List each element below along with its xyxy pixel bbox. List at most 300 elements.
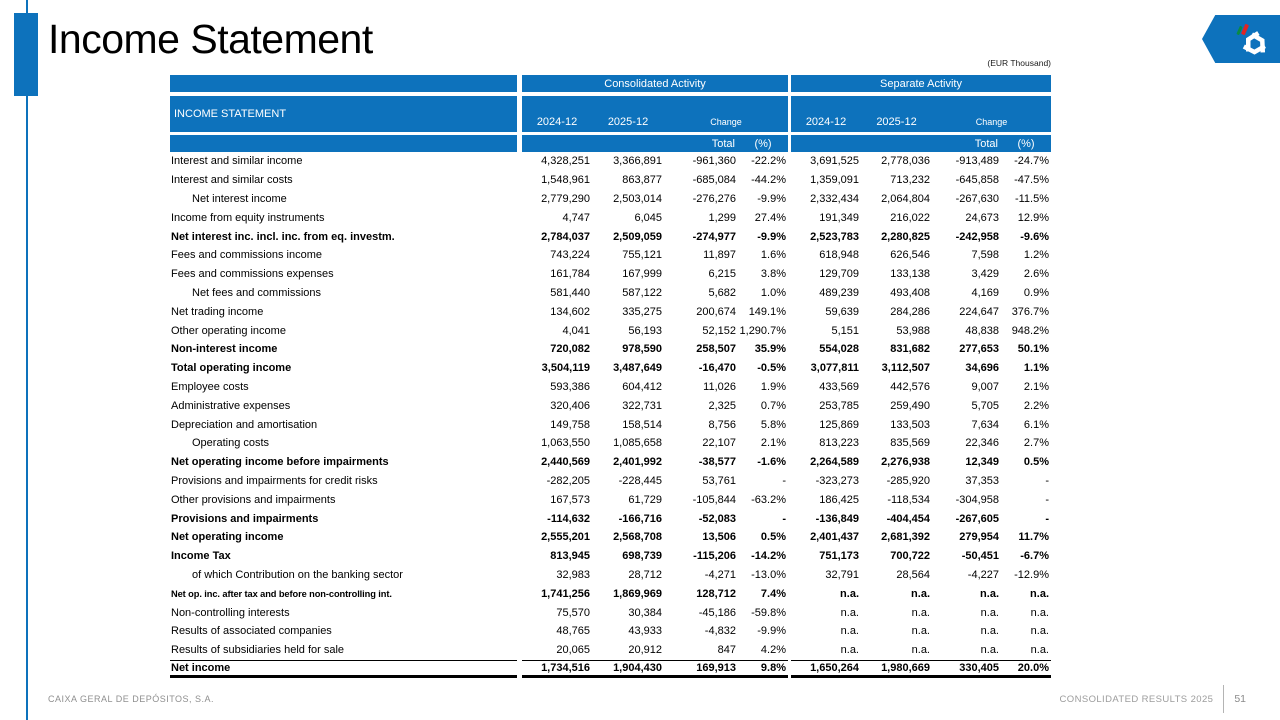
sep-change-total: 7,634	[971, 418, 999, 431]
sep-2024-value: 489,239	[819, 286, 859, 299]
table-row	[170, 660, 1051, 679]
sep-change-total: 12,349	[965, 456, 999, 469]
cons-2025-value: 755,121	[622, 249, 662, 262]
cons-2024-value: 813,945	[550, 550, 590, 563]
sep-2025-value: n.a.	[911, 644, 930, 657]
sep-change-total: 4,169	[971, 286, 999, 299]
sep-2025-value: 133,503	[890, 418, 930, 431]
header-consolidated-activity: Consolidated Activity	[522, 75, 788, 92]
sep-2025-value: 700,722	[890, 550, 930, 563]
row-label: Other provisions and impairments	[171, 493, 336, 506]
sep-2025-value: 2,681,392	[881, 531, 930, 544]
table-row	[170, 453, 1051, 472]
cons-change-total: -4,271	[704, 568, 736, 581]
row-label: Administrative expenses	[171, 399, 291, 412]
sep-2025-value: 28,564	[896, 568, 930, 581]
sep-2024-value: 32,791	[825, 568, 859, 581]
table-row	[170, 622, 1051, 641]
sep-change-pct: n.a.	[1030, 587, 1049, 600]
cons-2024-value: 149,758	[550, 418, 590, 431]
cons-change-total: 200,674	[696, 305, 736, 318]
sep-change-pct: 0.5%	[1023, 456, 1049, 469]
cons-2024-value: 167,573	[550, 493, 590, 506]
cons-2024-value: 48,765	[556, 625, 590, 638]
cons-change-pct: 9.8%	[738, 660, 788, 679]
sep-change-pct: 1.1%	[1023, 362, 1049, 375]
cons-change-total: -45,186	[698, 606, 736, 619]
sep-change-pct: -	[1045, 474, 1049, 487]
sep-2025-value: 2,276,938	[881, 456, 930, 469]
cons-2024-value: 1,734,516	[522, 660, 592, 679]
sep-2025-value: -285,920	[886, 474, 930, 487]
cons-change-pct: 0.7%	[760, 399, 786, 412]
table-row	[170, 340, 1051, 359]
sep-2024-value: n.a.	[840, 587, 859, 600]
sep-change-total: -4,227	[967, 568, 999, 581]
sep-change-pct: -47.5%	[1014, 174, 1049, 187]
cons-change-pct: 3.8%	[760, 268, 786, 281]
cons-change-total: -685,084	[692, 174, 736, 187]
table-row	[170, 547, 1051, 566]
sep-2024-value: 433,569	[819, 380, 859, 393]
cons-change-total: -115,206	[693, 550, 736, 563]
cons-2025-value: 158,514	[622, 418, 662, 431]
table-row	[170, 472, 1051, 491]
sep-2025-value: -118,534	[887, 493, 930, 506]
cons-change-total: 128,712	[696, 587, 736, 600]
sep-change-total: -267,605	[955, 512, 999, 525]
sep-change-total: 22,346	[965, 437, 999, 450]
row-label: Net op. inc. after tax and before non-controlling int.	[171, 588, 392, 599]
table-row	[170, 321, 1051, 340]
sep-change-total: n.a.	[980, 625, 999, 638]
cons-2024-value: 2,779,290	[541, 192, 590, 205]
row-label: Results of subsidiaries held for sale	[171, 644, 345, 657]
cons-2025-value: 698,739	[622, 550, 662, 563]
cons-change-total: 11,897	[703, 249, 736, 262]
table-row	[170, 284, 1051, 303]
sep-change-pct: -	[1045, 493, 1049, 506]
row-label: Net interest income	[192, 192, 287, 205]
sep-change-pct: 50.1%	[1017, 343, 1049, 356]
cons-2025-value: -166,716	[618, 512, 662, 525]
row-label: Interest and similar costs	[171, 174, 293, 187]
cons-2025-value: 3,487,649	[613, 362, 662, 375]
cons-2025-value: 335,275	[622, 305, 662, 318]
sep-2025-value: 284,286	[890, 305, 930, 318]
sep-change-pct: n.a.	[1030, 606, 1049, 619]
row-label: Results of associated companies	[171, 625, 332, 638]
left-accent-block	[14, 13, 38, 96]
cons-2024-value: 75,570	[556, 606, 590, 619]
sep-2024-value: 186,425	[819, 493, 859, 506]
sep-change-total: 277,653	[959, 343, 999, 356]
sep-2024-value: 3,691,525	[810, 155, 859, 168]
sep-change-pct: 6.1%	[1023, 418, 1049, 431]
header-cons-2025: 2025-12	[607, 116, 649, 128]
sep-2025-value: 493,408	[890, 286, 930, 299]
cons-change-total: -52,083	[698, 512, 736, 525]
cons-change-pct: -	[782, 512, 786, 525]
table-row	[170, 171, 1051, 190]
sep-2024-value: 2,401,437	[810, 531, 859, 544]
cons-change-total: 1,299	[708, 211, 736, 224]
sep-2024-value: 129,709	[819, 268, 859, 281]
cons-2025-value: 30,384	[628, 606, 662, 619]
cons-2025-value: 2,401,992	[613, 456, 662, 469]
sep-change-total: 34,696	[965, 362, 999, 375]
cgd-emblem-icon	[1240, 29, 1270, 59]
sep-2024-value: -323,273	[815, 474, 859, 487]
sep-change-total: n.a.	[980, 587, 999, 600]
sep-change-total: -267,630	[955, 192, 999, 205]
table-row	[170, 152, 1051, 171]
cons-2024-value: -282,205	[546, 474, 590, 487]
cons-change-total: -4,832	[704, 625, 736, 638]
footer-company-name: CAIXA GERAL DE DEPÓSITOS, S.A.	[48, 694, 215, 704]
sep-change-total: 37,353	[965, 474, 999, 487]
table-row	[170, 208, 1051, 227]
cons-2025-value: 2,568,708	[613, 531, 662, 544]
table-row	[170, 302, 1051, 321]
sep-change-total: -50,451	[961, 550, 999, 563]
cons-change-total: 53,761	[702, 474, 736, 487]
footer-right	[1060, 684, 1246, 714]
cons-change-total: 8,756	[708, 418, 736, 431]
sep-2025-value: 53,988	[896, 324, 930, 337]
footer-divider	[1223, 685, 1224, 713]
cons-change-total: 52,152	[702, 324, 736, 337]
table-row	[170, 490, 1051, 509]
table-row	[170, 434, 1051, 453]
cons-change-total: 11,026	[703, 380, 736, 393]
cons-change-pct: -9.9%	[757, 625, 786, 638]
row-label: Net trading income	[171, 305, 264, 318]
left-accent-line	[26, 0, 28, 720]
cons-change-pct: 0.5%	[760, 531, 786, 544]
sep-change-pct: n.a.	[1030, 644, 1049, 657]
row-label: Income Tax	[171, 550, 231, 563]
sep-2025-value: 133,138	[890, 268, 930, 281]
header-separate-activity: Separate Activity	[791, 75, 1051, 92]
cons-2024-value: 20,065	[556, 644, 590, 657]
cons-2025-value: 322,731	[622, 399, 662, 412]
cons-2024-value: 320,406	[550, 399, 590, 412]
cons-2025-value: 2,509,059	[613, 230, 662, 243]
cons-2024-value: 1,741,256	[541, 587, 590, 600]
sep-change-pct: n.a.	[1030, 625, 1049, 638]
cons-change-total: 22,107	[702, 437, 736, 450]
cons-change-pct: 2.1%	[760, 437, 786, 450]
header-cons-2024: 2024-12	[536, 116, 578, 128]
sep-change-total: 3,429	[971, 268, 999, 281]
sep-change-total: 330,405	[932, 660, 1001, 679]
sep-change-total: 7,598	[971, 249, 999, 262]
cons-change-pct: -	[782, 474, 786, 487]
cons-2025-value: 6,045	[634, 211, 662, 224]
cons-change-pct: 27.4%	[754, 211, 786, 224]
header-sep-change: Change	[975, 117, 1008, 127]
cons-2024-value: 720,082	[550, 343, 590, 356]
cons-2024-value: 4,747	[562, 211, 590, 224]
cons-change-total: -16,470	[698, 362, 736, 375]
header-sep-2025: 2025-12	[876, 116, 917, 128]
sep-change-total: -304,958	[955, 493, 999, 506]
sep-change-total: -242,958	[955, 230, 999, 243]
sep-2024-value: 253,785	[819, 399, 859, 412]
table-row	[170, 641, 1051, 660]
table-row	[170, 528, 1051, 547]
cons-change-pct: -9.9%	[757, 230, 786, 243]
page-number: 51	[1234, 693, 1246, 705]
row-label: Interest and similar income	[171, 155, 303, 168]
table-row	[170, 190, 1051, 209]
table-row	[170, 359, 1051, 378]
sep-2024-value: 1,650,264	[791, 660, 861, 679]
cons-change-total: 258,507	[696, 343, 736, 356]
sep-change-pct: -	[1045, 512, 1049, 525]
sep-2024-value: 2,523,783	[810, 230, 859, 243]
cons-change-total: 13,506	[702, 531, 736, 544]
sep-change-pct: -11.5%	[1014, 192, 1049, 205]
sep-2025-value: 831,682	[890, 343, 930, 356]
cons-2025-value: 167,999	[622, 268, 662, 281]
row-label: of which Contribution on the banking sector	[192, 568, 403, 581]
sep-change-pct: 11.7%	[1018, 531, 1049, 544]
cons-2024-value: 32,983	[556, 568, 590, 581]
row-label: Fees and commissions income	[171, 249, 323, 262]
cons-2025-value: 1,904,430	[592, 660, 664, 679]
cons-change-total: 2,325	[708, 399, 736, 412]
cons-change-total: 169,913	[664, 660, 738, 679]
sep-change-pct: -6.7%	[1020, 550, 1049, 563]
sep-2025-value: 2,778,036	[881, 155, 930, 168]
table-row	[170, 378, 1051, 397]
cons-2025-value: 1,869,969	[613, 587, 662, 600]
table-row	[170, 566, 1051, 585]
sep-2024-value: 59,639	[825, 305, 859, 318]
sep-2025-value: 3,112,507	[881, 362, 930, 375]
sep-2025-value: 2,064,804	[881, 192, 930, 205]
sep-2025-value: 259,490	[890, 399, 930, 412]
sep-2025-value: n.a.	[911, 606, 930, 619]
cons-change-pct: -59.8%	[751, 606, 786, 619]
table-row	[170, 396, 1051, 415]
sep-change-total: 5,705	[971, 399, 999, 412]
cons-change-pct: 149.1%	[748, 305, 786, 318]
cons-change-total: 847	[717, 644, 736, 657]
row-label: Net fees and commissions	[192, 286, 321, 299]
cons-change-pct: 4.2%	[760, 644, 786, 657]
sep-2024-value: 813,223	[819, 437, 859, 450]
sep-change-pct: 20.0%	[1001, 660, 1051, 679]
row-label: Other operating income	[171, 324, 286, 337]
sep-2024-value: 2,332,434	[810, 192, 859, 205]
cons-change-pct: -0.5%	[757, 362, 786, 375]
sep-2025-value: n.a.	[911, 587, 930, 600]
cons-2024-value: 134,602	[550, 305, 590, 318]
sep-2024-value: 125,869	[819, 418, 859, 431]
sep-change-pct: -24.7%	[1014, 155, 1049, 168]
cons-2024-value: 4,328,251	[541, 155, 590, 168]
cons-2024-value: 4,041	[562, 324, 590, 337]
cons-2024-value: 2,784,037	[541, 230, 590, 243]
table-row	[170, 265, 1051, 284]
cons-2025-value: 863,877	[622, 174, 662, 187]
cons-change-total: -274,977	[692, 230, 736, 243]
cons-change-pct: 35.9%	[754, 343, 786, 356]
cons-2025-value: 2,503,014	[613, 192, 662, 205]
cons-change-pct: -1.6%	[757, 456, 786, 469]
cons-change-pct: 1,290.7%	[739, 324, 786, 337]
cons-change-total: 5,682	[708, 286, 736, 299]
sep-2025-value: -404,454	[886, 512, 930, 525]
row-label: Net operating income	[171, 531, 284, 544]
sep-2025-value: 1,980,669	[861, 660, 932, 679]
sep-change-pct: 0.9%	[1023, 286, 1049, 299]
table-header-years	[170, 96, 1051, 132]
cons-2025-value: 1,085,658	[613, 437, 662, 450]
row-label: Non-interest income	[171, 343, 278, 356]
cons-2025-value: 61,729	[628, 493, 662, 506]
sep-2024-value: 5,151	[831, 324, 859, 337]
currency-unit-note: (EUR Thousand)	[987, 58, 1051, 68]
sep-change-pct: -12.9%	[1014, 568, 1049, 581]
sep-2025-value: 835,569	[890, 437, 930, 450]
header-sep-total: Total	[974, 137, 998, 150]
header-cons-change: Change	[710, 117, 742, 127]
footer-report-title: CONSOLIDATED RESULTS 2025	[1059, 693, 1214, 705]
row-label: Fees and commissions expenses	[171, 268, 334, 281]
header-income-statement: INCOME STATEMENT	[170, 96, 517, 132]
table-header-groups	[170, 75, 1051, 92]
row-label: Provisions and impairments	[171, 512, 319, 525]
cons-2024-value: 1,063,550	[541, 437, 590, 450]
sep-change-total: 9,007	[971, 380, 999, 393]
cons-2025-value: -228,445	[618, 474, 662, 487]
header-label-spacer	[170, 75, 517, 92]
header-sep-2024: 2024-12	[805, 116, 847, 128]
sep-2024-value: 554,028	[819, 343, 859, 356]
table-row	[170, 584, 1051, 603]
cons-2024-value: 593,386	[550, 380, 590, 393]
cons-change-total: -38,577	[698, 456, 736, 469]
sep-2025-value: n.a.	[911, 625, 930, 638]
sep-change-total: -645,858	[955, 174, 999, 187]
page-title: Income Statement	[48, 16, 373, 62]
cons-2024-value: 2,555,201	[541, 531, 590, 544]
cons-change-total: -276,276	[692, 192, 736, 205]
cons-change-total: -105,844	[692, 493, 736, 506]
cons-change-pct: -9.9%	[757, 192, 786, 205]
sep-2024-value: n.a.	[840, 625, 859, 638]
sep-change-total: 279,954	[959, 531, 999, 544]
row-label: Net income	[170, 660, 517, 679]
sep-change-pct: 2.1%	[1023, 380, 1049, 393]
row-label: Non-controlling interests	[171, 606, 290, 619]
sep-2024-value: -136,849	[815, 512, 859, 525]
row-label: Net interest inc. incl. inc. from eq. investm.	[171, 230, 395, 243]
cons-2024-value: 1,548,961	[541, 174, 590, 187]
sep-2025-value: 713,232	[890, 174, 930, 187]
row-label: Income from equity instruments	[171, 211, 325, 224]
cons-2024-value: 3,504,119	[541, 362, 590, 375]
row-label: Depreciation and amortisation	[171, 418, 318, 431]
cons-change-pct: 7.4%	[760, 587, 786, 600]
cons-2024-value: 581,440	[550, 286, 590, 299]
sep-2024-value: 618,948	[819, 249, 859, 262]
sep-change-pct: 2.2%	[1023, 399, 1049, 412]
table-row	[170, 509, 1051, 528]
row-label: Total operating income	[171, 362, 292, 375]
row-label: Employee costs	[171, 380, 249, 393]
sep-change-total: 48,838	[965, 324, 999, 337]
row-label: Operating costs	[192, 437, 270, 450]
cons-2025-value: 28,712	[628, 568, 662, 581]
table-row	[170, 603, 1051, 622]
sep-2025-value: 216,022	[890, 211, 930, 224]
cons-change-pct: -22.2%	[751, 155, 786, 168]
cons-2025-value: 20,912	[628, 644, 662, 657]
sep-change-pct: 376.7%	[1011, 305, 1049, 318]
sep-change-total: -913,489	[955, 155, 999, 168]
cons-2025-value: 604,412	[622, 380, 662, 393]
table-row	[170, 227, 1051, 246]
sep-change-pct: 12.9%	[1017, 211, 1049, 224]
sep-2024-value: 3,077,811	[810, 362, 859, 375]
row-label: Net operating income before impairments	[171, 456, 389, 469]
cons-2024-value: -114,632	[547, 512, 590, 525]
cons-change-pct: 1.9%	[760, 380, 786, 393]
cons-2024-value: 161,784	[550, 268, 590, 281]
sep-change-pct: 2.6%	[1023, 268, 1049, 281]
cons-change-pct: -44.2%	[751, 174, 786, 187]
header-sep-pct: (%)	[1017, 137, 1035, 150]
cons-2025-value: 56,193	[628, 324, 662, 337]
sep-2024-value: 1,359,091	[810, 174, 859, 187]
sep-change-pct: 2.7%	[1023, 437, 1049, 450]
table-header-subcolumns	[170, 135, 1051, 152]
cons-change-total: 6,215	[708, 268, 736, 281]
cons-2025-value: 978,590	[622, 343, 662, 356]
table-row	[170, 246, 1051, 265]
table-body	[170, 152, 1051, 678]
header-cons-total: Total	[711, 137, 735, 150]
cons-2024-value: 743,224	[550, 249, 590, 262]
sep-change-total: 224,647	[959, 305, 999, 318]
sep-change-pct: 1.2%	[1023, 249, 1049, 262]
sep-change-total: n.a.	[980, 644, 999, 657]
cons-change-pct: -63.2%	[751, 493, 786, 506]
cons-change-total: -961,360	[692, 155, 736, 168]
sep-2024-value: 751,173	[819, 550, 859, 563]
cons-2024-value: 2,440,569	[541, 456, 590, 469]
cons-change-pct: -14.2%	[751, 550, 786, 563]
sep-2025-value: 442,576	[890, 380, 930, 393]
row-label: Provisions and impairments for credit risks	[171, 474, 378, 487]
cons-change-pct: -13.0%	[751, 568, 786, 581]
cons-2025-value: 43,933	[628, 625, 662, 638]
sep-2025-value: 626,546	[890, 249, 930, 262]
sep-2024-value: 2,264,589	[810, 456, 859, 469]
sep-change-pct: 948.2%	[1011, 324, 1049, 337]
table-row	[170, 415, 1051, 434]
sep-2024-value: n.a.	[840, 606, 859, 619]
sep-2024-value: n.a.	[840, 644, 859, 657]
sep-2025-value: 2,280,825	[881, 230, 930, 243]
income-statement-table	[170, 75, 1051, 678]
cgd-logo	[1202, 15, 1280, 63]
